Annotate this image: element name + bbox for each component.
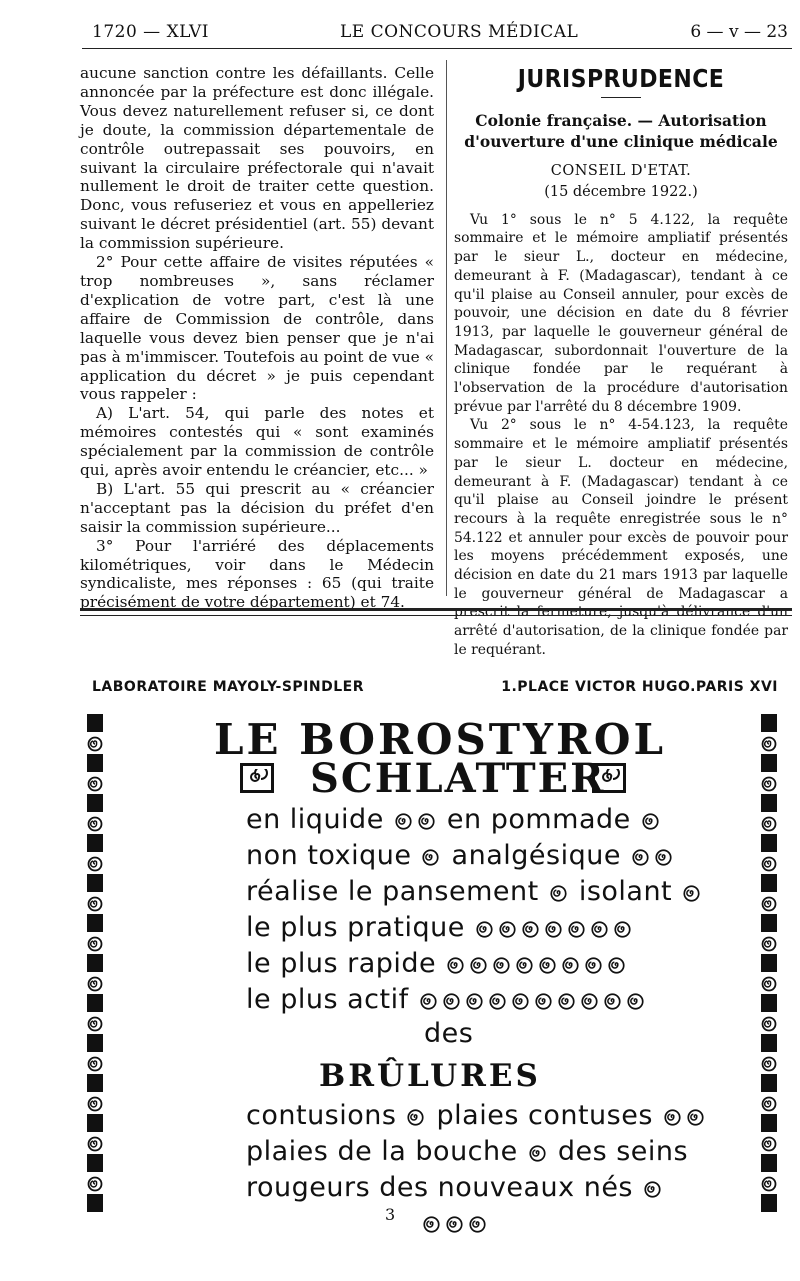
title-rule (601, 97, 641, 98)
advert-text: plaies contuses (436, 1100, 653, 1131)
spiral-ornament-icon (661, 1101, 707, 1132)
left-paragraph: 2° Pour cette affaire de visites réputées « trop nombreuses », sans réclamer d'explication de votre part, c'est là une affaire de Commission de contrôle, dans laquelle vous devez bien penser que je n'ai pas à m'immiscer. Toutefois au point de vue « application du décret » je puis cependant vous rappeler : (80, 253, 434, 404)
border-spiral-icon (89, 1138, 102, 1151)
spiral-ornament-icon (639, 805, 662, 836)
left-paragraph: B) L'art. 55 qui prescrit au « créancier n'acceptant pas la décision du préfet d'en saisir la commission supérieure... (80, 479, 434, 536)
border-spiral-icon (763, 898, 776, 911)
border-block (761, 954, 777, 972)
left-paragraph: A) L'art. 54, qui parle des notes et mémoires contestés qui « sont examinés spécialement par la commission de contrôle qui, après avoir entendu le créancier, etc... » (80, 404, 434, 480)
border-spiral-icon (89, 818, 102, 831)
border-block (87, 954, 103, 972)
advert-text: rougeurs des nouveaux nés (246, 1172, 633, 1203)
border-block (761, 874, 777, 892)
border-block (761, 1034, 777, 1052)
spiral-ornament-icon (547, 877, 570, 908)
border-spiral-icon (89, 858, 102, 871)
border-spiral-icon (763, 978, 776, 991)
advert-text: plaies de la bouche (246, 1136, 518, 1167)
border-block (761, 834, 777, 852)
spiral-ornament-icon (444, 949, 628, 980)
right-column (454, 64, 788, 660)
advert-line (246, 876, 703, 908)
border-block (87, 1114, 103, 1132)
border-spiral-icon (763, 1178, 776, 1191)
advert-text: isolant (578, 876, 673, 907)
spiral-ornament-icon (392, 805, 438, 836)
advert-text: le plus rapide (246, 948, 437, 979)
spiral-box-icon (592, 763, 626, 793)
judgment-date: (15 décembre 1922.) (544, 183, 698, 200)
advert-text: le plus actif (246, 984, 409, 1015)
advert-product-subtitle (240, 755, 640, 805)
advert-line (246, 948, 628, 980)
spiral-ornament-icon (641, 1173, 664, 1204)
spiral-ornament-icon (680, 877, 703, 908)
right-paragraph: Vu 2° sous le n° 4-54.123, la requête sommaire et le mémoire ampliatif présentés par le sieur L. docteur en médecine, demeurant à F. (Madagascar) tendant à ce qu'il plaise au Conseil joindre le présent recours à la requête enregistrée sous le n° 54.122 et annuler pour excès de pouvoir pour les moyens précédemment exposés, une décision en date du 21 mars 1913 par laquelle le gouverneur général de Madagascar a prescrit la fermeture, jusqu'à délivrance d'un arrêté d'autorisation, de la clinique fondée par le requérant. (454, 417, 788, 658)
border-spiral-icon (763, 1018, 776, 1031)
advert-border-right (758, 712, 780, 1212)
advert-line (246, 840, 675, 872)
advert-text: des seins (557, 1136, 689, 1167)
left-paragraph: aucune sanction contre les défaillants. Celle annoncée par la préfecture est donc illégale. Vous devez naturellement refuser si, ce dont je doute, la commission départementale de contrôle outrepassait ses pouvoirs, en suivant la circulaire préfectorale qui n'avait nullement le droit de traiter cette question. Donc, vous refuseriez et vous en appelleriez suivant le décret présidentiel (art. 55) devant la commission supérieure. (80, 64, 434, 253)
court-name: CONSEIL D'ETAT. (550, 162, 692, 179)
advert-laboratory: LABORATOIRE MAYOLY-SPINDLER (92, 679, 364, 695)
border-block (87, 834, 103, 852)
advert-text: le plus pratique (246, 912, 465, 943)
spiral-ornament-icon (473, 913, 634, 944)
border-spiral-icon (89, 1018, 102, 1031)
advert-line (246, 1172, 664, 1204)
advert-brand-name: SCHLATTER (310, 755, 606, 802)
border-block (87, 994, 103, 1012)
header-journal-title: LE CONCOURS MÉDICAL (340, 22, 579, 42)
border-spiral-icon (763, 938, 776, 951)
border-spiral-icon (763, 818, 776, 831)
advert-line (246, 1136, 688, 1168)
advert-brulures: BRÛLURES (319, 1058, 541, 1094)
advert-line (424, 1018, 473, 1049)
border-spiral-icon (89, 978, 102, 991)
spiral-ornament-icon (417, 985, 647, 1016)
advert-line (246, 984, 647, 1016)
left-column (80, 64, 434, 612)
advert-product-title: LE BOROSTYROL (213, 715, 667, 764)
advert-text: en liquide (246, 804, 384, 835)
article-subtitle: Colonie française. — Autorisation d'ouverture d'une clinique médicale (464, 110, 778, 151)
border-spiral-icon (763, 858, 776, 871)
border-spiral-icon (89, 778, 102, 791)
advert-text: analgésique (451, 840, 621, 871)
section-title: JURISPRUDENCE (517, 64, 725, 93)
header-date: 6 — v — 23 (690, 22, 788, 42)
column-divider (446, 60, 447, 596)
spiral-ornament-icon (420, 1214, 489, 1233)
border-spiral-icon (89, 938, 102, 951)
border-block (761, 1154, 777, 1172)
border-spiral-icon (763, 1098, 776, 1111)
border-block (761, 794, 777, 812)
advert-text: non toxique (246, 840, 412, 871)
border-block (761, 994, 777, 1012)
border-spiral-icon (89, 1178, 102, 1191)
advert-line (246, 804, 662, 836)
right-paragraph: Vu 1° sous le n° 5 4.122, la requête sommaire et le mémoire ampliatif présentés par le sieur L., docteur en médecine, demeurant à F. (Madagascar), tendant à ce qu'il plaise au Conseil annuler, pour excès de pouvoir, une décision en date du 8 février 1913, par laquelle le gouverneur général de Madagascar, subordonnait l'ouverture de la clinique fondée par le requérant à l'observation de la procédure d'autorisation prévue par l'arrêté du 8 décembre 1909. (454, 211, 788, 415)
section-separator-thin (80, 615, 792, 616)
header-page-number: 1720 — XLVI (92, 22, 209, 42)
border-block (87, 914, 103, 932)
advert-text: en pommade (446, 804, 631, 835)
border-spiral-icon (89, 1098, 102, 1111)
border-block (87, 1194, 103, 1212)
border-block (87, 794, 103, 812)
advert-text: réalise le pansement (246, 876, 539, 907)
spiral-ornament-icon (629, 841, 675, 872)
border-block (761, 914, 777, 932)
border-block (87, 1034, 103, 1052)
border-spiral-icon (763, 1138, 776, 1151)
page-header (92, 22, 788, 48)
border-spiral-icon (89, 898, 102, 911)
advert-address: 1.PLACE VICTOR HUGO.PARIS XVI (501, 679, 778, 695)
advert-text: contusions (246, 1100, 397, 1131)
border-spiral-icon (763, 778, 776, 791)
advert-line (246, 1100, 707, 1132)
border-block (87, 1154, 103, 1172)
advert-border-left (84, 712, 106, 1212)
section-separator-thick (80, 608, 792, 611)
border-block (761, 1194, 777, 1212)
spiral-ornament-icon (419, 841, 442, 872)
spiral-ornament-icon (404, 1101, 427, 1132)
advert-line (246, 912, 634, 944)
left-paragraph: 3° Pour l'arriéré des déplacements kilométriques, voir dans le Médecin syndicaliste, mes réponses : 65 (qui traite précisément de votre département) et 74. (80, 536, 434, 612)
border-block (761, 1114, 777, 1132)
spiral-ornament-icon (526, 1137, 549, 1168)
spiral-box-icon (240, 763, 274, 793)
advert-text: des (424, 1018, 474, 1049)
border-block (87, 874, 103, 892)
header-rule (82, 48, 792, 49)
printer-mark: 3 (385, 1205, 396, 1224)
